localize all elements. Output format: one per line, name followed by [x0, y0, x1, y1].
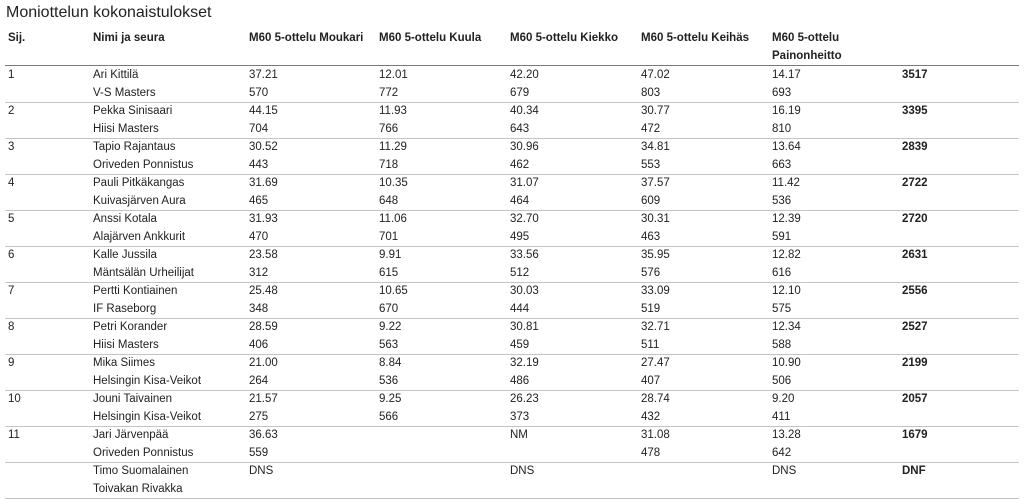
- table-row: [5, 463, 1019, 499]
- discus-cell: [507, 319, 638, 355]
- javelin-cell: [638, 463, 769, 499]
- discus-result: 32.70: [510, 213, 539, 225]
- athlete-name: Petri Korander: [93, 321, 168, 333]
- hammer-points: 406: [249, 338, 269, 351]
- javelin-points: 407: [641, 374, 661, 387]
- hammer-result: 31.93: [249, 213, 278, 225]
- javelin-result: 34.81: [641, 141, 670, 153]
- weight-throw-points: [772, 481, 896, 499]
- discus-points: 444: [510, 302, 530, 315]
- shot-put-points: 670: [379, 302, 399, 315]
- javelin-result: 31.08: [641, 429, 670, 441]
- athlete-club: Mäntsälän Urheilijat: [93, 266, 194, 279]
- hammer-points: 559: [249, 446, 269, 459]
- javelin-cell: [638, 66, 769, 103]
- hammer-points: 275: [249, 410, 269, 423]
- discus-result: 31.07: [510, 177, 539, 189]
- rank-cell: [5, 211, 90, 247]
- header-weight-throw: M60 5-ottelu Painonheitto: [769, 28, 899, 66]
- header-name: Nimi ja seura: [90, 28, 246, 66]
- athlete-name: Tapio Rajantaus: [93, 141, 176, 153]
- javelin-cell: [638, 319, 769, 355]
- javelin-result: 28.74: [641, 393, 670, 405]
- discus-cell: [507, 139, 638, 175]
- weight-throw-points: 663: [772, 158, 792, 171]
- discus-points: 459: [510, 338, 530, 351]
- hammer-points: 465: [249, 194, 269, 207]
- athlete-name: Pertti Kontiainen: [93, 285, 178, 297]
- shot-put-cell: [376, 103, 507, 139]
- hammer-result: 36.63: [249, 429, 278, 441]
- discus-cell: [507, 103, 638, 139]
- table-row: [5, 175, 1019, 211]
- shot-put-result: 11.93: [379, 105, 407, 117]
- weight-throw-result: 9.20: [772, 393, 795, 405]
- rank: 4: [8, 177, 15, 189]
- hammer-result: 44.15: [249, 105, 278, 117]
- athlete-cell: [90, 139, 246, 175]
- javelin-points: 553: [641, 158, 661, 171]
- athlete-cell: [90, 247, 246, 283]
- discus-cell: [507, 283, 638, 319]
- total-points: 2199: [902, 357, 928, 369]
- table-row: [5, 283, 1019, 319]
- shot-put-cell: [376, 66, 507, 103]
- weight-throw-result: 10.90: [772, 357, 801, 369]
- weight-throw-points: 616: [772, 266, 792, 279]
- hammer-result: 21.57: [249, 393, 278, 405]
- hammer-cell: [246, 463, 376, 499]
- weight-throw-points: 591: [772, 230, 792, 243]
- weight-throw-cell: [769, 247, 899, 283]
- athlete-name: Anssi Kotala: [93, 213, 157, 225]
- shot-put-points: 766: [379, 122, 399, 135]
- athlete-name: Ari Kittilä: [93, 69, 139, 81]
- discus-result: 32.19: [510, 357, 539, 369]
- total-cell: [899, 463, 1019, 499]
- weight-throw-points: 693: [772, 86, 792, 99]
- javelin-result: [641, 463, 766, 481]
- discus-cell: [507, 391, 638, 427]
- javelin-points: 511: [641, 338, 660, 351]
- weight-throw-points: 411: [772, 410, 791, 423]
- shot-put-cell: [376, 175, 507, 211]
- athlete-club: V-S Masters: [93, 86, 156, 99]
- weight-throw-result: 12.82: [772, 249, 801, 261]
- javelin-result: 30.77: [641, 105, 670, 117]
- rank-cell: [5, 355, 90, 391]
- weight-throw-result: 13.64: [772, 141, 801, 153]
- weight-throw-cell: [769, 103, 899, 139]
- shot-put-cell: [376, 427, 507, 463]
- javelin-result: 37.57: [641, 177, 670, 189]
- shot-put-result: [379, 427, 504, 445]
- rank-cell: [5, 319, 90, 355]
- header-shot-put: M60 5-ottelu Kuula: [376, 28, 507, 66]
- header-javelin: M60 5-ottelu Keihäs: [638, 28, 769, 66]
- weight-throw-cell: [769, 139, 899, 175]
- discus-cell: [507, 66, 638, 103]
- javelin-cell: [638, 175, 769, 211]
- weight-throw-cell: [769, 463, 899, 499]
- total-cell: [899, 175, 1019, 211]
- discus-result: 26.23: [510, 393, 539, 405]
- shot-put-cell: [376, 247, 507, 283]
- shot-put-points: [379, 445, 504, 463]
- table-row: [5, 211, 1019, 247]
- table-row: [5, 319, 1019, 355]
- header-hammer: M60 5-ottelu Moukari: [246, 28, 376, 66]
- athlete-cell: [90, 103, 246, 139]
- hammer-result: DNS: [249, 465, 274, 477]
- athlete-club: Toivakan Rivakka: [93, 482, 183, 495]
- shot-put-cell: [376, 139, 507, 175]
- shot-put-result: 10.35: [379, 177, 408, 189]
- rank: 10: [8, 393, 21, 405]
- total-points: 2556: [902, 285, 928, 297]
- weight-throw-result: 13.28: [772, 429, 801, 441]
- weight-throw-cell: [769, 211, 899, 247]
- shot-put-cell: [376, 319, 507, 355]
- javelin-result: 32.71: [641, 321, 670, 333]
- athlete-club: Hiisi Masters: [93, 338, 159, 351]
- shot-put-cell: [376, 463, 507, 499]
- total-points: DNF: [902, 465, 926, 477]
- hammer-cell: [246, 247, 376, 283]
- hammer-cell: [246, 319, 376, 355]
- weight-throw-cell: [769, 319, 899, 355]
- athlete-club: Alajärven Ankkurit: [93, 230, 186, 243]
- discus-result: NM: [510, 429, 528, 441]
- weight-throw-points: 536: [772, 194, 792, 207]
- javelin-points: 472: [641, 122, 661, 135]
- athlete-cell: [90, 283, 246, 319]
- weight-throw-cell: [769, 66, 899, 103]
- rank-cell: [5, 103, 90, 139]
- hammer-result: 28.59: [249, 321, 278, 333]
- discus-points: 464: [510, 194, 530, 207]
- hammer-result: 23.58: [249, 249, 278, 261]
- shot-put-points: 648: [379, 194, 399, 207]
- athlete-cell: [90, 66, 246, 103]
- table-row: [5, 103, 1019, 139]
- table-row: [5, 427, 1019, 463]
- hammer-points: 570: [249, 86, 269, 99]
- rank-cell: [5, 139, 90, 175]
- total-points: 2057: [902, 393, 928, 405]
- javelin-points: 803: [641, 86, 661, 99]
- hammer-cell: [246, 427, 376, 463]
- weight-throw-points: 506: [772, 374, 792, 387]
- weight-throw-result: 12.39: [772, 213, 801, 225]
- weight-throw-points: 810: [772, 122, 792, 135]
- shot-put-result: 12.01: [379, 69, 408, 81]
- total-cell: [899, 66, 1019, 103]
- javelin-cell: [638, 211, 769, 247]
- discus-points: 512: [510, 266, 530, 279]
- discus-result: DNS: [510, 465, 535, 477]
- hammer-cell: [246, 211, 376, 247]
- total-points: 3517: [902, 69, 928, 81]
- header-discus: M60 5-ottelu Kiekko: [507, 28, 638, 66]
- hammer-points: 443: [249, 158, 269, 171]
- rank: 2: [8, 105, 15, 117]
- discus-points: 643: [510, 122, 530, 135]
- athlete-name: Kalle Jussila: [93, 249, 157, 261]
- javelin-cell: [638, 103, 769, 139]
- total-cell: [899, 247, 1019, 283]
- total-points: 2527: [902, 321, 928, 333]
- javelin-points: 478: [641, 446, 661, 459]
- athlete-cell: [90, 355, 246, 391]
- weight-throw-points: 642: [772, 446, 792, 459]
- weight-throw-result: 12.10: [772, 285, 801, 297]
- javelin-result: 35.95: [641, 249, 670, 261]
- javelin-result: 30.31: [641, 213, 670, 225]
- weight-throw-result: 11.42: [772, 177, 800, 189]
- shot-put-result: 9.25: [379, 393, 402, 405]
- athlete-name: Mika Siimes: [93, 357, 155, 369]
- weight-throw-cell: [769, 391, 899, 427]
- discus-cell: [507, 427, 638, 463]
- athlete-club: Oriveden Ponnistus: [93, 446, 194, 459]
- shot-put-points: [379, 481, 504, 499]
- total-cell: [899, 355, 1019, 391]
- javelin-points: [641, 481, 766, 499]
- shot-put-result: [379, 463, 504, 481]
- athlete-name: Pauli Pitkäkangas: [93, 177, 185, 189]
- page-title: Moniottelun kokonaistulokset: [6, 4, 212, 21]
- total-cell: [899, 391, 1019, 427]
- shot-put-result: 10.65: [379, 285, 408, 297]
- rank-cell: [5, 463, 90, 499]
- athlete-club: Kuivasjärven Aura: [93, 194, 186, 207]
- weight-throw-result: 12.34: [772, 321, 801, 333]
- rank: 6: [8, 249, 15, 261]
- discus-result: 33.56: [510, 249, 539, 261]
- athlete-cell: [90, 211, 246, 247]
- shot-put-result: 9.91: [379, 249, 402, 261]
- discus-cell: [507, 247, 638, 283]
- shot-put-cell: [376, 211, 507, 247]
- weight-throw-cell: [769, 427, 899, 463]
- discus-points: 373: [510, 410, 530, 423]
- rank-cell: [5, 283, 90, 319]
- discus-cell: [507, 175, 638, 211]
- athlete-cell: [90, 463, 246, 499]
- hammer-cell: [246, 391, 376, 427]
- rank-cell: [5, 247, 90, 283]
- weight-throw-points: 588: [772, 338, 792, 351]
- total-points: 2720: [902, 213, 928, 225]
- total-cell: [899, 319, 1019, 355]
- athlete-cell: [90, 391, 246, 427]
- athlete-cell: [90, 175, 246, 211]
- javelin-cell: [638, 427, 769, 463]
- hammer-result: 31.69: [249, 177, 278, 189]
- discus-result: 30.96: [510, 141, 539, 153]
- weight-throw-result: 14.17: [772, 69, 801, 81]
- total-points: 3395: [902, 105, 928, 117]
- shot-put-points: 772: [379, 86, 399, 99]
- rank: 7: [8, 285, 15, 297]
- javelin-cell: [638, 391, 769, 427]
- hammer-cell: [246, 66, 376, 103]
- shot-put-cell: [376, 355, 507, 391]
- rank-cell: [5, 427, 90, 463]
- javelin-points: 609: [641, 194, 661, 207]
- total-cell: [899, 103, 1019, 139]
- discus-points: 486: [510, 374, 530, 387]
- shot-put-cell: [376, 283, 507, 319]
- athlete-cell: [90, 427, 246, 463]
- javelin-result: 47.02: [641, 69, 670, 81]
- rank: 9: [8, 357, 15, 369]
- table-row: [5, 391, 1019, 427]
- javelin-points: 576: [641, 266, 661, 279]
- athlete-cell: [90, 319, 246, 355]
- shot-put-result: 8.84: [379, 357, 402, 369]
- discus-result: 42.20: [510, 69, 539, 81]
- javelin-cell: [638, 355, 769, 391]
- javelin-points: 519: [641, 302, 661, 315]
- discus-result: 30.03: [510, 285, 539, 297]
- hammer-cell: [246, 139, 376, 175]
- athlete-name: Timo Suomalainen: [93, 465, 189, 477]
- table-row: [5, 139, 1019, 175]
- discus-result: 30.81: [510, 321, 539, 333]
- rank: 8: [8, 321, 15, 333]
- javelin-cell: [638, 247, 769, 283]
- total-points: 2722: [902, 177, 928, 189]
- shot-put-result: 11.06: [379, 213, 407, 225]
- total-cell: [899, 211, 1019, 247]
- discus-points: 495: [510, 230, 530, 243]
- table-header: [5, 28, 1019, 66]
- discus-result: 40.34: [510, 105, 539, 117]
- total-cell: [899, 139, 1019, 175]
- shot-put-points: 536: [379, 374, 399, 387]
- total-points: 2839: [902, 141, 928, 153]
- table-row: [5, 355, 1019, 391]
- hammer-points: 704: [249, 122, 269, 135]
- rank-cell: [5, 175, 90, 211]
- shot-put-points: 566: [379, 410, 399, 423]
- weight-throw-result: 16.19: [772, 105, 801, 117]
- header-total: [899, 28, 1019, 66]
- athlete-club: Hiisi Masters: [93, 122, 159, 135]
- hammer-cell: [246, 283, 376, 319]
- rank: 5: [8, 213, 15, 225]
- discus-cell: [507, 355, 638, 391]
- table-body: [5, 66, 1019, 499]
- discus-points: 679: [510, 86, 530, 99]
- weight-throw-cell: [769, 355, 899, 391]
- shot-put-result: 11.29: [379, 141, 407, 153]
- shot-put-points: 563: [379, 338, 399, 351]
- hammer-cell: [246, 355, 376, 391]
- table-row: [5, 247, 1019, 283]
- rank-cell: [5, 391, 90, 427]
- header-row: [5, 28, 1019, 66]
- discus-points: [510, 481, 635, 499]
- shot-put-points: 718: [379, 158, 399, 171]
- hammer-points: 312: [249, 266, 269, 279]
- header-rank: Sij.: [5, 28, 90, 66]
- javelin-cell: [638, 283, 769, 319]
- discus-points: 462: [510, 158, 530, 171]
- rank: 3: [8, 141, 15, 153]
- hammer-cell: [246, 103, 376, 139]
- athlete-name: Jouni Taivainen: [93, 393, 173, 405]
- hammer-result: 21.00: [249, 357, 278, 369]
- javelin-cell: [638, 139, 769, 175]
- shot-put-result: 9.22: [379, 321, 402, 333]
- athlete-name: Pekka Sinisaari: [93, 105, 173, 117]
- rank: 1: [8, 69, 15, 81]
- hammer-points: 470: [249, 230, 269, 243]
- athlete-club: Oriveden Ponnistus: [93, 158, 194, 171]
- shot-put-points: 701: [379, 230, 399, 243]
- javelin-points: 463: [641, 230, 661, 243]
- javelin-result: 33.09: [641, 285, 670, 297]
- athlete-club: Helsingin Kisa-Veikot: [93, 410, 202, 423]
- weight-throw-cell: [769, 283, 899, 319]
- hammer-points: 264: [249, 374, 269, 387]
- shot-put-points: 615: [379, 266, 399, 279]
- weight-throw-points: 575: [772, 302, 792, 315]
- hammer-points: 348: [249, 302, 269, 315]
- total-cell: [899, 427, 1019, 463]
- total-points: 1679: [902, 429, 928, 441]
- rank-cell: [5, 66, 90, 103]
- javelin-result: 27.47: [641, 357, 670, 369]
- rank: [8, 463, 87, 481]
- athlete-club: Helsingin Kisa-Veikot: [93, 374, 202, 387]
- hammer-result: 37.21: [249, 69, 278, 81]
- hammer-result: 25.48: [249, 285, 278, 297]
- hammer-points: [249, 481, 373, 499]
- discus-cell: [507, 211, 638, 247]
- table-row: [5, 66, 1019, 103]
- hammer-result: 30.52: [249, 141, 278, 153]
- hammer-cell: [246, 175, 376, 211]
- rank: 11: [8, 429, 20, 441]
- discus-cell: [507, 463, 638, 499]
- athlete-club: IF Raseborg: [93, 302, 157, 315]
- total-points: 2631: [902, 249, 928, 261]
- shot-put-cell: [376, 391, 507, 427]
- discus-points: [510, 445, 635, 463]
- weight-throw-result: DNS: [772, 465, 797, 477]
- weight-throw-cell: [769, 175, 899, 211]
- total-cell: [899, 283, 1019, 319]
- results-table: [5, 28, 1019, 499]
- javelin-points: 432: [641, 410, 661, 423]
- athlete-name: Jari Järvenpää: [93, 429, 169, 441]
